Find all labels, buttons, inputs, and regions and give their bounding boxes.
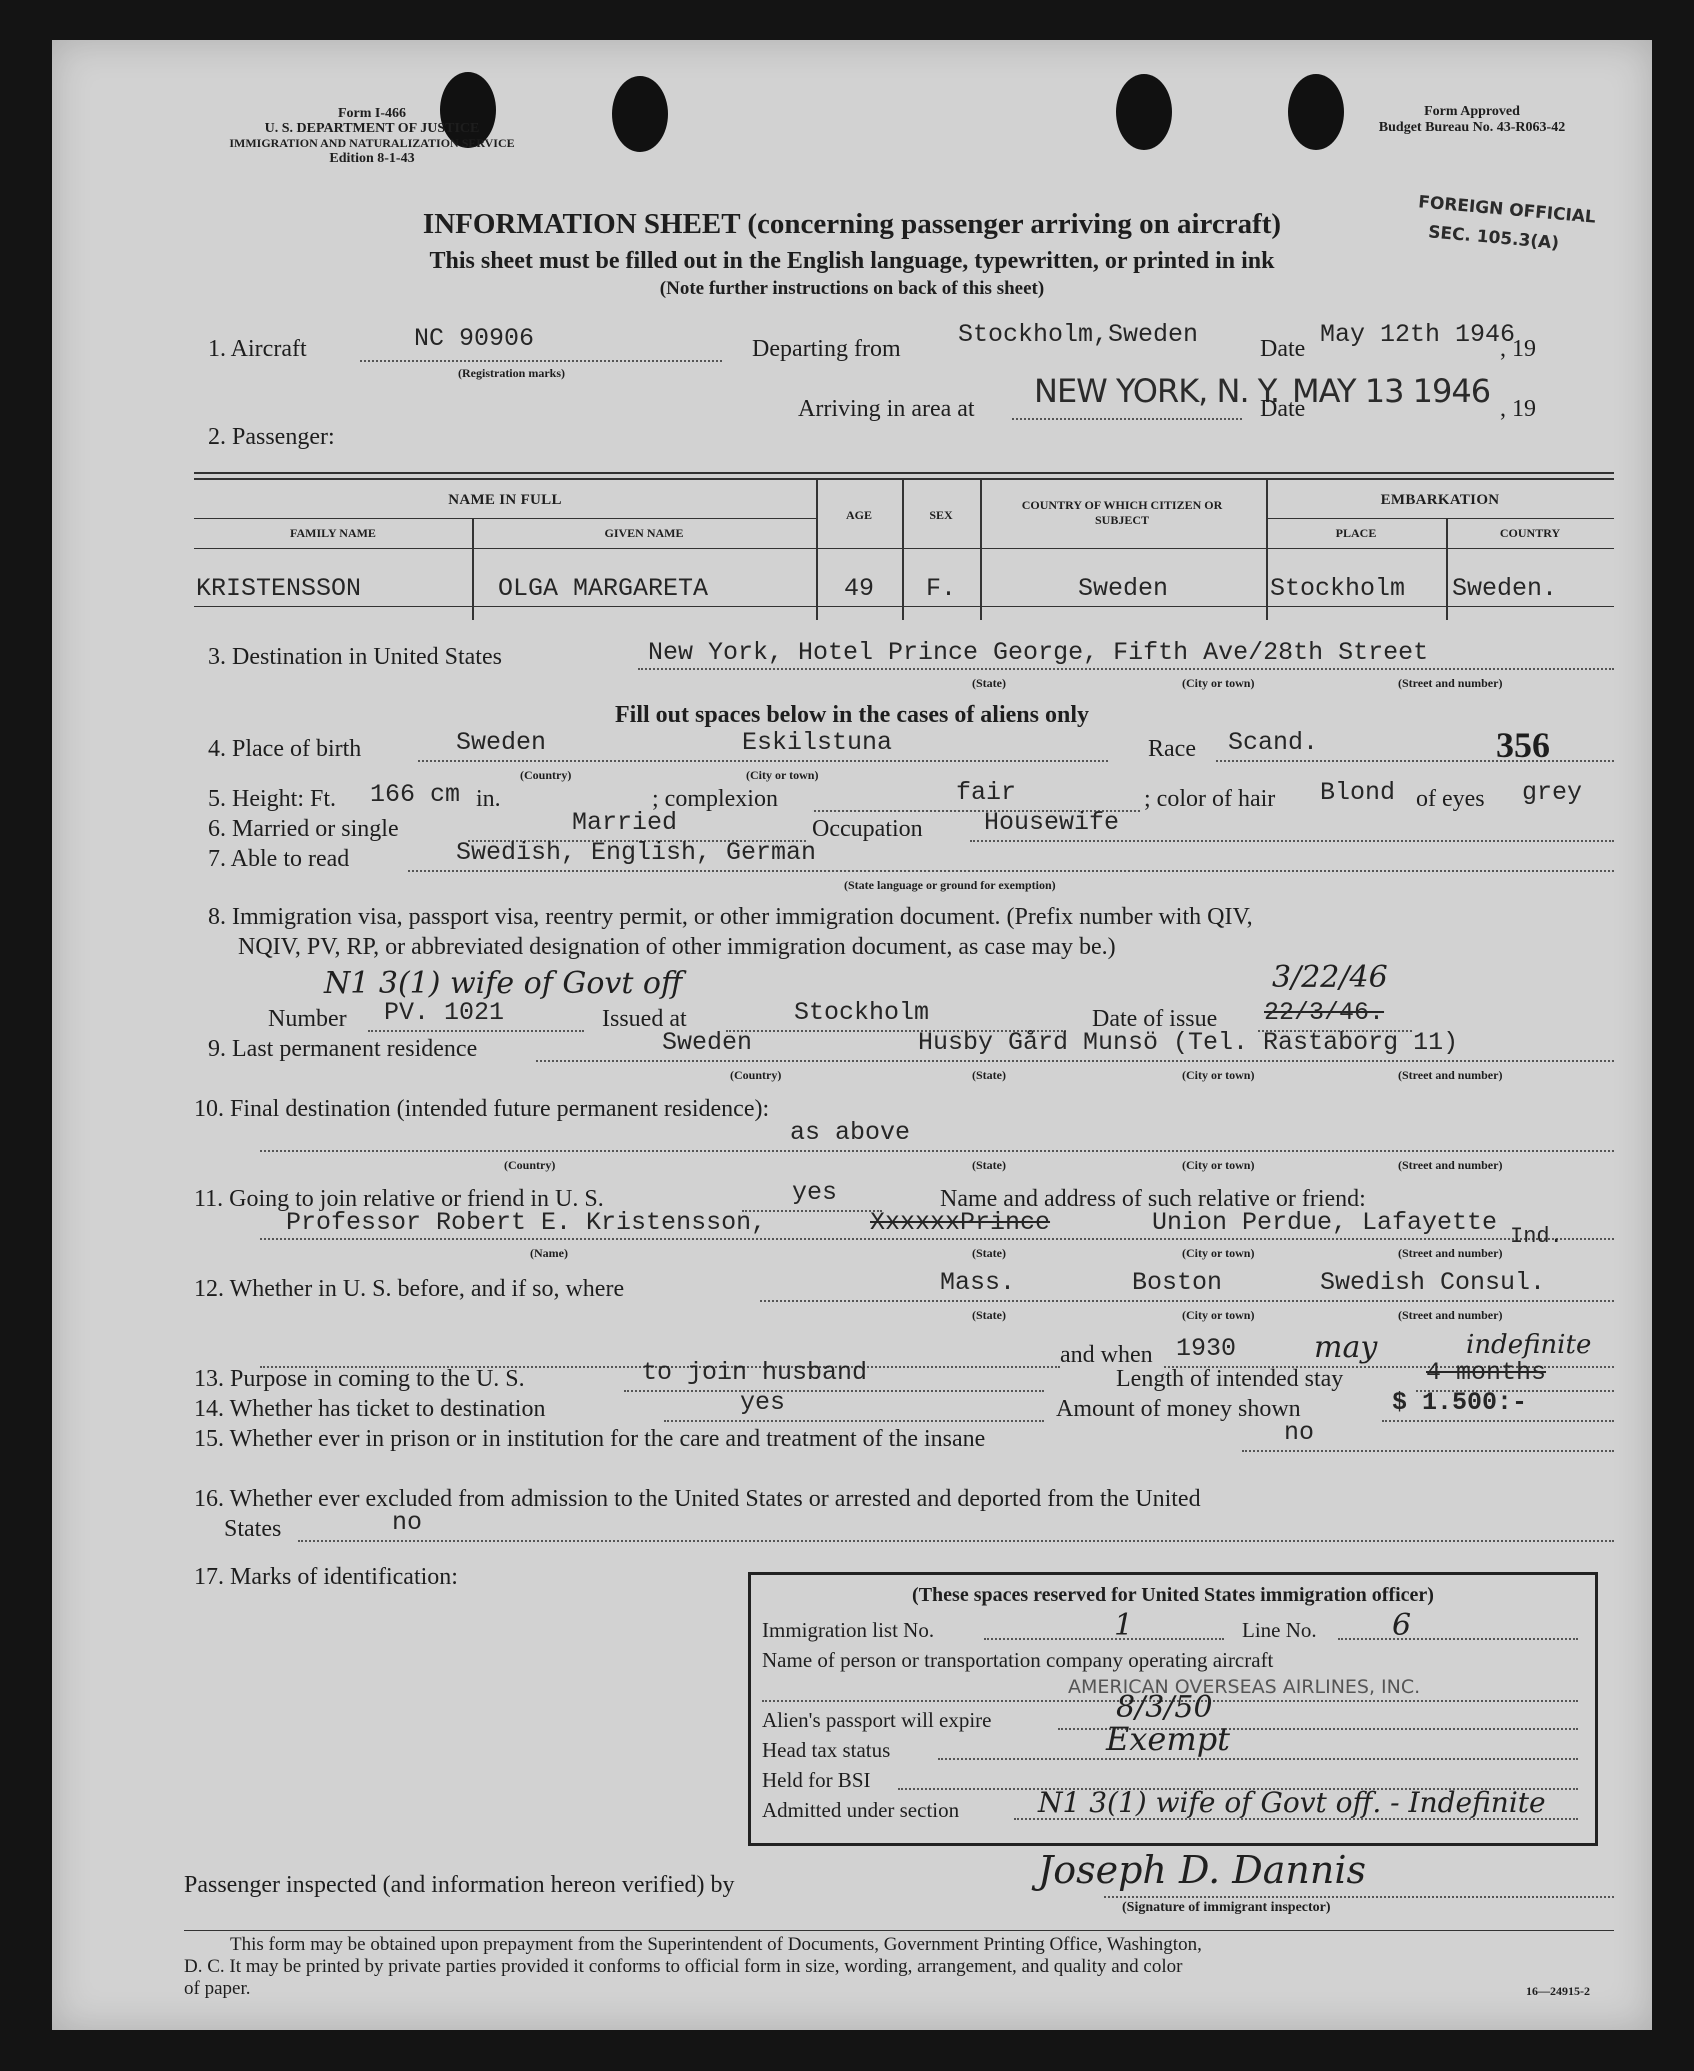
emb-place-value: Stockholm	[1270, 574, 1406, 603]
service: IMMIGRATION AND NATURALIZATION SERVICE	[229, 136, 515, 150]
visa-text-line2: NQIV, PV, RP, or abbreviated designation of other immigration document, as case may be.)	[238, 934, 1116, 960]
final-destination-label: 10. Final destination (intended future permanent residence):	[194, 1096, 770, 1122]
arriving-stamp: NEW YORK, N. Y.	[1034, 372, 1280, 410]
aircraft-label: 1. Aircraft	[208, 336, 307, 362]
us-before-state: Mass.	[940, 1268, 1016, 1297]
final-destination-value: as above	[790, 1118, 911, 1147]
departure-date-label: Date	[1260, 336, 1306, 362]
cap-country: (Country)	[504, 1158, 556, 1172]
destination-line	[638, 668, 1614, 670]
arrival-date-stamp: MAY 13 1946	[1292, 372, 1491, 410]
approval-block	[1342, 104, 1602, 136]
money-line	[1382, 1420, 1614, 1422]
hair-value: Blond	[1320, 778, 1396, 807]
ticket-line	[664, 1420, 1044, 1422]
inspector-signature: Joseph D. Dannis	[1038, 1848, 1366, 1892]
eyes-label: of eyes	[1416, 786, 1485, 812]
stay-label: Length of intended stay	[1116, 1366, 1344, 1392]
department: U. S. DEPARTMENT OF JUSTICE	[264, 121, 480, 136]
arriving-line	[1012, 418, 1242, 420]
country-header: COUNTRY OF WHICH CITIZEN OR SUBJECT	[1021, 498, 1223, 527]
departure-year-suffix: , 19	[1500, 336, 1536, 362]
ticket-value: yes	[740, 1388, 786, 1417]
height-value: 166 cm	[370, 780, 461, 809]
number-value: PV. 1021	[384, 998, 505, 1027]
residence-label: 9. Last permanent residence	[208, 1036, 478, 1062]
relative-name: Professor Robert E. Kristensson,	[286, 1208, 767, 1237]
visa-hand-note: N1 3(1) wife of Govt off	[324, 966, 683, 1001]
when-hand: may	[1314, 1330, 1378, 1365]
eyes-value: grey	[1522, 778, 1583, 807]
residence-line	[536, 1060, 1614, 1062]
birth-line	[418, 760, 1108, 762]
citizen-country-value: Sweden	[1077, 574, 1168, 603]
family-name-value: KRISTENSSON	[196, 574, 362, 603]
destination-value: New York, Hotel Prince George, Fifth Ave/28th Street	[648, 638, 1429, 667]
money-value: $ 1.500:-	[1392, 1388, 1528, 1417]
race-line	[1216, 760, 1614, 762]
prison-value: no	[1284, 1418, 1315, 1447]
race-code: 356	[1496, 725, 1550, 765]
cap-city: (City or town)	[1182, 676, 1255, 690]
footer-line1: This form may be obtained upon prepayment from the Superintendent of Documents, Government Printing Office, Washington,	[230, 1934, 1202, 1955]
bsi-label: Held for BSI	[762, 1768, 871, 1792]
final-destination-line	[260, 1150, 1614, 1152]
embarkation-header: EMBARKATION	[1380, 492, 1500, 508]
height-label: 5. Height: Ft.	[208, 786, 337, 812]
stay-value: 4 months	[1426, 1358, 1547, 1387]
relative-struck-text: XxxxxxPrince	[870, 1208, 1051, 1237]
registration-caption: (Registration marks)	[458, 366, 565, 380]
identification-label: 17. Marks of identification:	[194, 1564, 458, 1590]
head-tax-label: Head tax status	[762, 1738, 891, 1762]
budget-bureau: Budget Bureau No. 43-R063-42	[1378, 120, 1566, 135]
head-tax-line	[938, 1758, 1578, 1760]
cap-street: (Street and number)	[1398, 1308, 1503, 1322]
cap-city: (City or town)	[1182, 1158, 1255, 1172]
number-line	[368, 1030, 584, 1032]
form-title: INFORMATION SHEET (concerning passenger arriving on aircraft)	[422, 208, 1282, 240]
complexion-label: ; complexion	[652, 786, 778, 812]
departing-label: Departing from	[752, 336, 901, 362]
punch-hole	[1288, 74, 1344, 150]
name-in-full-header: NAME IN FULL	[448, 492, 562, 508]
cap-city: (City or town)	[746, 768, 819, 782]
when-label: and when	[1060, 1342, 1153, 1368]
birth-country: Sweden	[456, 728, 547, 757]
passenger-label: 2. Passenger:	[208, 424, 335, 450]
table-sub-rule	[194, 518, 816, 519]
footer-code: 16—24915-2	[1526, 1984, 1590, 1998]
cap-city: (City or town)	[1182, 1308, 1255, 1322]
foreign-official-stamp: FOREIGN OFFICIAL	[1417, 192, 1597, 228]
sex-value: F.	[925, 574, 956, 603]
punch-hole	[1116, 74, 1172, 150]
punch-hole	[612, 76, 668, 152]
when-value: 1930	[1176, 1334, 1237, 1363]
passport-expire-label: Alien's passport will expire	[762, 1708, 992, 1732]
us-before-line	[760, 1300, 1614, 1302]
relative-name-label: Name and address of such relative or friend:	[940, 1186, 1366, 1212]
join-relative-value: yes	[792, 1178, 838, 1207]
us-before-street: Swedish Consul.	[1320, 1268, 1546, 1297]
birth-city: Eskilstuna	[742, 728, 893, 757]
cap-state: (State)	[972, 1068, 1006, 1082]
race-value: Scand.	[1228, 728, 1319, 757]
us-before-city: Boston	[1132, 1268, 1223, 1297]
complexion-value: fair	[956, 778, 1017, 807]
cap-street: (Street and number)	[1398, 1246, 1503, 1260]
excluded-line	[298, 1540, 1614, 1542]
purpose-value: to join husband	[642, 1358, 868, 1387]
table-bottom-rule	[194, 606, 1614, 607]
passport-expire-value: 8/3/50	[1116, 1690, 1213, 1725]
cap-street: (Street and number)	[1398, 1158, 1503, 1172]
table-top-rule	[194, 478, 1614, 480]
arriving-label: Arriving in area at	[798, 396, 975, 422]
relative-line	[260, 1238, 1614, 1240]
table-sub-rule	[1266, 518, 1614, 519]
form-header	[182, 106, 562, 166]
purpose-line	[624, 1390, 1044, 1392]
given-name-value: OLGA MARGARETA	[498, 574, 709, 603]
edition: Edition 8-1-43	[329, 151, 415, 166]
occupation-label: Occupation	[812, 816, 923, 842]
issued-value: Stockholm	[794, 998, 930, 1027]
purpose-label: 13. Purpose in coming to the U. S.	[194, 1366, 525, 1392]
footer-line3: of paper.	[184, 1978, 251, 1999]
cap-state: (State)	[972, 1246, 1006, 1260]
date-of-issue-hand: 3/22/46	[1272, 960, 1388, 995]
form-sheet	[52, 40, 1652, 2030]
table-header-rule	[194, 548, 1614, 549]
cap-name: (Name)	[530, 1246, 568, 1260]
read-line	[408, 870, 1614, 872]
departing-value: Stockholm,Sweden	[958, 320, 1199, 349]
cap-street: (Street and number)	[1398, 1068, 1503, 1082]
signature-caption: (Signature of immigrant inspector)	[1122, 1900, 1331, 1915]
occupation-value: Housewife	[984, 808, 1120, 837]
officer-box-header: (These spaces reserved for United States immigration officer)	[912, 1584, 1434, 1606]
occupation-line	[970, 840, 1614, 842]
prison-label: 15. Whether ever in prison or in institution for the care and treatment of the insane	[194, 1426, 986, 1452]
company-label: Name of person or transportation company operating aircraft	[762, 1648, 1274, 1672]
excluded-text-line1: 16. Whether ever excluded from admission to the United States or arrested and deported from the United	[194, 1486, 1201, 1512]
date-of-issue-value: 22/3/46.	[1264, 998, 1385, 1027]
us-before-label: 12. Whether in U. S. before, and if so, where	[194, 1276, 625, 1302]
departure-date-value: May 12th 1946	[1320, 320, 1516, 349]
hair-label: ; color of hair	[1144, 786, 1276, 812]
excluded-text-line2: States	[224, 1516, 282, 1542]
birth-label: 4. Place of birth	[208, 736, 362, 762]
family-name-header: FAMILY NAME	[290, 526, 376, 540]
read-label: 7. Able to read	[208, 846, 350, 872]
ticket-label: 14. Whether has ticket to destination	[194, 1396, 546, 1422]
form-subtitle: This sheet must be filled out in the English language, typewritten, or printed in ink	[429, 248, 1275, 274]
list-no-label: Immigration list No.	[762, 1618, 935, 1642]
cap-city: (City or town)	[1182, 1246, 1255, 1260]
section-stamp: SEC. 105.3(A)	[1427, 222, 1560, 254]
given-name-header: GIVEN NAME	[604, 526, 684, 540]
company-stamp: AMERICAN OVERSEAS AIRLINES, INC.	[1068, 1676, 1421, 1698]
list-no-value: 1	[1114, 1608, 1134, 1643]
destination-label: 3. Destination in United States	[208, 644, 502, 670]
cap-country: (Country)	[520, 768, 572, 782]
cap-country: (Country)	[730, 1068, 782, 1082]
cap-state: (State)	[972, 1308, 1006, 1322]
cap-state: (State)	[972, 676, 1006, 690]
section-label: Admitted under section	[762, 1798, 960, 1822]
footer-rule	[184, 1930, 1614, 1931]
excluded-value: no	[392, 1508, 423, 1537]
date-of-issue-label: Date of issue	[1092, 1006, 1218, 1032]
relative-address: Union Perdue, Lafayette	[1152, 1208, 1498, 1237]
form-note: (Note further instructions on back of this sheet)	[659, 278, 1045, 299]
form-number: Form I-466	[337, 106, 407, 121]
sex-header: SEX	[929, 508, 953, 522]
married-label: 6. Married or single	[208, 816, 399, 842]
prison-line	[1242, 1450, 1614, 1452]
inspected-label: Passenger inspected (and information hereon verified) by	[184, 1872, 735, 1898]
residence-address: Husby Gård Munsö (Tel. Rastaborg 11)	[918, 1028, 1459, 1057]
visa-text-line1: 8. Immigration visa, passport visa, reentry permit, or other immigration document. (Prefix number with QIV,	[208, 904, 1253, 930]
arrival-date-label: Date	[1260, 396, 1306, 422]
list-no-line	[984, 1638, 1224, 1640]
emb-country-value: Sweden.	[1452, 574, 1558, 603]
form-approved: Form Approved	[1424, 104, 1520, 119]
money-label: Amount of money shown	[1056, 1396, 1301, 1422]
aliens-only-heading: Fill out spaces below in the cases of aliens only	[614, 702, 1089, 728]
inches-label: in.	[476, 786, 501, 812]
cap-state: (State)	[972, 1158, 1006, 1172]
when-hand-indefinite: indefinite	[1466, 1330, 1592, 1360]
cap-street: (Street and number)	[1398, 676, 1503, 690]
join-relative-label: 11. Going to join relative or friend in U. S.	[194, 1186, 604, 1212]
line-no-line	[1338, 1638, 1578, 1640]
place-header: PLACE	[1335, 526, 1377, 540]
footer-line2: D. C. It may be printed by private parties provided it conforms to official form in size, wording, arrangement, and quality and color	[184, 1956, 1183, 1977]
inspector-line	[1104, 1896, 1614, 1898]
head-tax-value: Exempt	[1106, 1720, 1231, 1758]
residence-country: Sweden	[662, 1028, 753, 1057]
line-no-value: 6	[1392, 1608, 1412, 1643]
cap-city: (City or town)	[1182, 1068, 1255, 1082]
relative-state-hand: Ind.	[1510, 1224, 1563, 1249]
arrival-year-suffix: , 19	[1500, 396, 1536, 422]
read-value: Swedish, English, German	[456, 838, 817, 867]
read-caption: (State language or ground for exemption)	[844, 878, 1056, 892]
aircraft-line	[360, 360, 722, 362]
issued-label: Issued at	[602, 1006, 687, 1032]
race-label: Race	[1148, 736, 1196, 762]
age-header: AGE	[845, 508, 872, 522]
aircraft-value: NC 90906	[414, 324, 535, 353]
table-top-rule	[194, 472, 1614, 474]
number-label: Number	[268, 1006, 347, 1032]
line-no-label: Line No.	[1242, 1618, 1317, 1642]
section-value: N1 3(1) wife of Govt off. - Indefinite	[1038, 1786, 1546, 1819]
age-value: 49	[843, 574, 874, 603]
emb-country-header: COUNTRY	[1499, 526, 1561, 540]
married-value: Married	[572, 808, 678, 837]
